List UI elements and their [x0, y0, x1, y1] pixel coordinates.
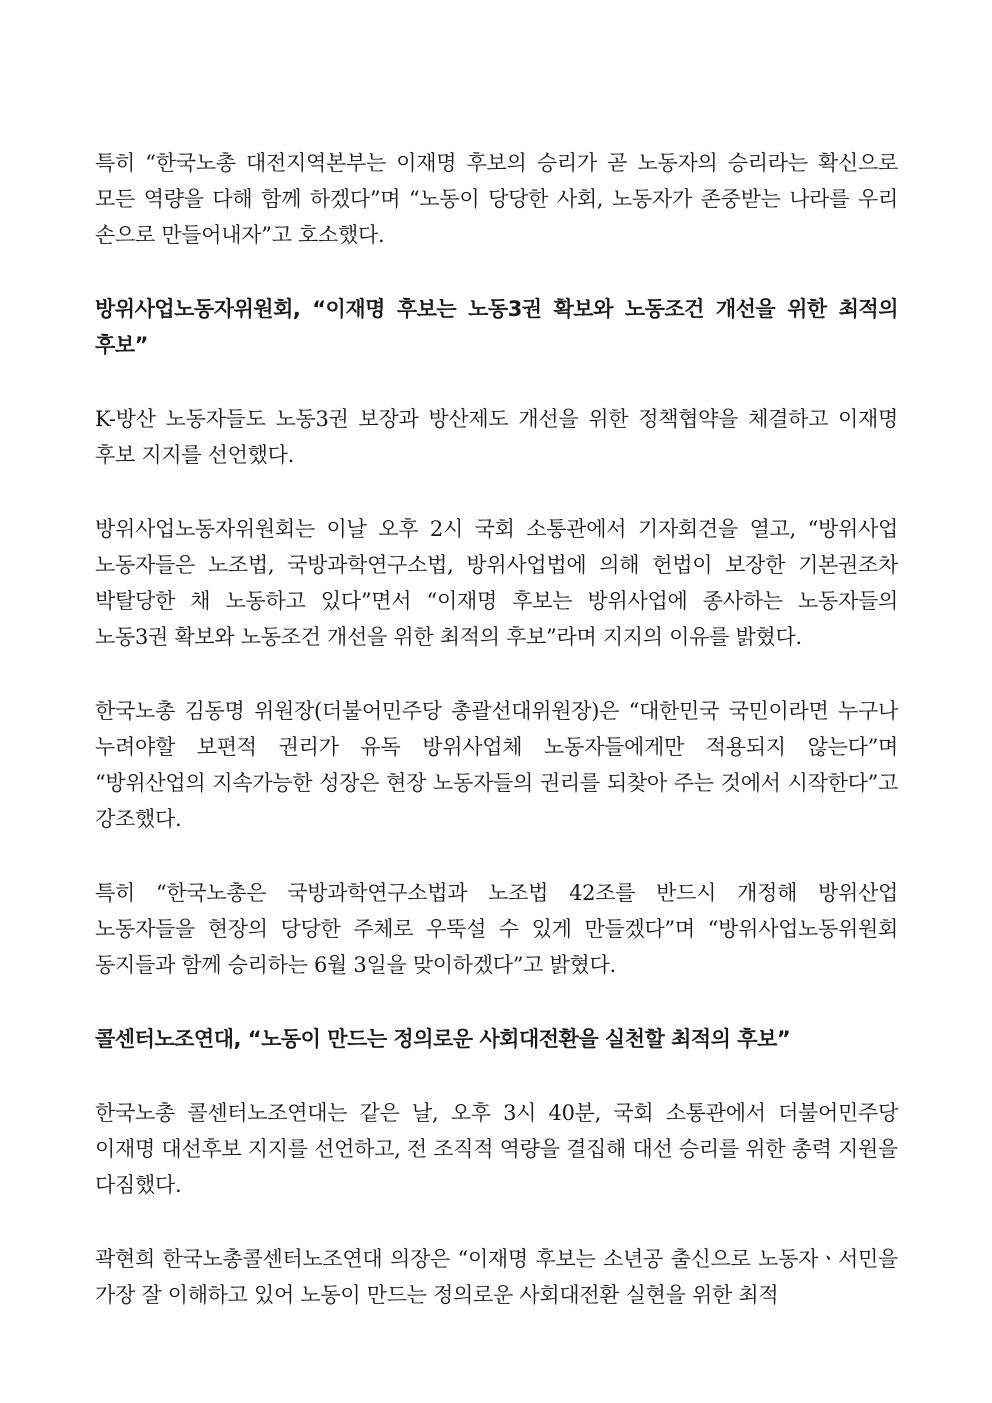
- paragraph: 한국노총 김동명 위원장(더불어민주당 총괄선대위원장)은 “대한민국 국민이라면 누구나 누려야할 보편적 권리가 유독 방위사업체 노동자들에게만 적용되지 않는다”며 “방위산업의 지속가능한 성장은 현장 노동자들의 권리를 되찾아 주는 것에서 시작한다”고 강조했다.: [95, 699, 898, 831]
- paragraph: 한국노총 콜센터노조연대는 같은 날, 오후 3시 40분, 국회 소통관에서 더불어민주당 이재명 대선후보 지지를 선언하고, 전 조직적 역량을 결집해 대선 승리를 위한 총력 지원을 다짐했다.: [95, 1101, 898, 1197]
- paragraph: K-방산 노동자들도 노동3권 보장과 방산제도 개선을 위한 정책협약을 체결하고 이재명 후보 지지를 선언했다.: [95, 407, 898, 467]
- section-heading: 콜센터노조연대, “노동이 만드는 정의로운 사회대전환을 실천할 최적의 후보”: [95, 1027, 791, 1051]
- section-heading: 방위사업노동자위원회, “이재명 후보는 노동3권 확보와 노동조건 개선을 위한 최적의 후보”: [95, 297, 898, 357]
- paragraph: 곽현희 한국노총콜센터노조연대 의장은 “이재명 후보는 소년공 출신으로 노동자ㆍ서민을 가장 잘 이해하고 있어 노동이 만드는 정의로운 사회대전환 실현을 위한 최적: [95, 1247, 898, 1307]
- document-body: [95, 145, 898, 1351]
- paragraph: 특히 “한국노총 대전지역본부는 이재명 후보의 승리가 곧 노동자의 승리라는 확신으로 모든 역량을 다해 함께 하겠다”며 “노동이 당당한 사회, 노동자가 존중받는 나라를 우리 손으로 만들어내자”고 호소했다.: [95, 151, 898, 247]
- paragraph: 방위사업노동자위원회는 이날 오후 2시 국회 소통관에서 기자회견을 열고, “방위사업 노동자들은 노조법, 국방과학연구소법, 방위사업법에 의해 헌법이 보장한 기본권조차 박탈당한 채 노동하고 있다”면서 “이재명 후보는 방위사업에 종사하는 노동자들의 노동3권 확보와 노동조건 개선을 위한 최적의 후보”라며 지지의 이유를 밝혔다.: [95, 517, 898, 649]
- paragraph: 특히 “한국노총은 국방과학연구소법과 노조법 42조를 반드시 개정해 방위산업 노동자들을 현장의 당당한 주체로 우뚝설 수 있게 만들겠다”며 “방위사업노동위원회 동지들과 함께 승리하는 6월 3일을 맞이하겠다”고 밝혔다.: [95, 881, 898, 977]
